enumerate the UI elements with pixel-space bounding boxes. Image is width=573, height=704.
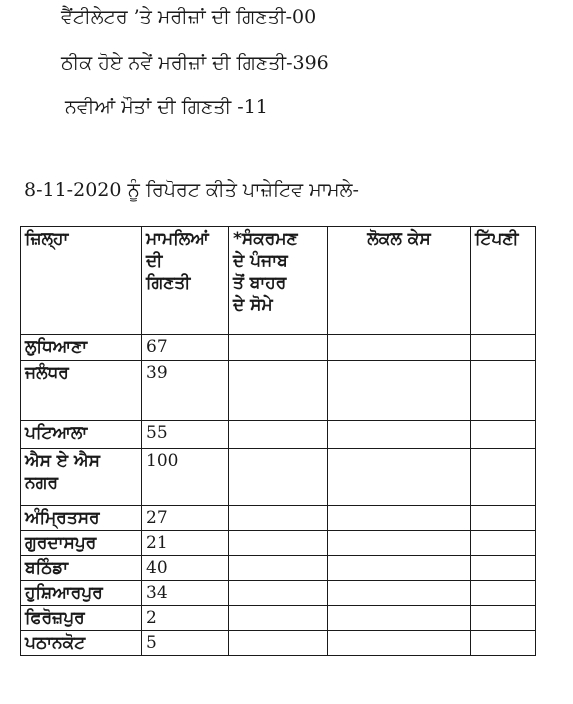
local-cell — [328, 631, 471, 656]
table-row — [21, 581, 536, 606]
header-source-line: ਦੇ ਸੋਮੇ — [233, 295, 273, 315]
table-row — [21, 506, 536, 531]
local-cell — [328, 531, 471, 556]
header-count-line: ਗਿਣਤੀ — [146, 273, 191, 293]
source-cell — [229, 631, 328, 656]
local-cell — [328, 506, 471, 531]
source-cell — [229, 581, 328, 606]
count-cell: 2 — [142, 606, 229, 631]
local-cell — [328, 556, 471, 581]
source-cell — [229, 531, 328, 556]
table-row — [21, 421, 536, 449]
source-cell — [229, 556, 328, 581]
table-row — [21, 361, 536, 421]
count-cell: 21 — [142, 531, 229, 556]
table-row — [21, 631, 536, 656]
count-cell: 39 — [142, 361, 229, 421]
district-cell: ਬਠਿੰਡਾ — [21, 556, 142, 581]
header-source — [229, 227, 328, 335]
report-title: 8-11-2020 ਨੂੰ ਰਿਪੋਰਟ ਕੀਤੇ ਪਾਜ਼ੇਟਿਵ ਮਾਮਲੇ- — [24, 179, 359, 201]
remarks-cell — [471, 506, 536, 531]
header-remarks: ਟਿੱਪਣੀ — [471, 227, 536, 335]
count-cell: 34 — [142, 581, 229, 606]
source-cell — [229, 506, 328, 531]
remarks-cell — [471, 361, 536, 421]
source-cell — [229, 449, 328, 506]
header-local-cases: ਲੋਕਲ ਕੇਸ — [328, 227, 471, 335]
local-cell — [328, 606, 471, 631]
local-cell — [328, 335, 471, 361]
district-cell: ਲੁਧਿਆਣਾ — [21, 335, 142, 361]
header-source-line: *ਸੰਕਰਮਣ — [233, 229, 298, 249]
district-cell: ਪਠਾਨਕੋਟ — [21, 631, 142, 656]
table-row — [21, 449, 536, 506]
table-row — [21, 335, 536, 361]
local-cell — [328, 581, 471, 606]
remarks-cell — [471, 606, 536, 631]
count-cell: 5 — [142, 631, 229, 656]
local-cell — [328, 361, 471, 421]
district-cell: ਜਲੰਧਰ — [21, 361, 142, 421]
count-cell: 67 — [142, 335, 229, 361]
deaths-count: ਨਵੀਆਂ ਮੌਤਾਂ ਦੀ ਗਿਣਤੀ -11 — [65, 96, 268, 118]
district-cell: ਹੁਸ਼ਿਆਰਪੁਰ — [21, 581, 142, 606]
header-source-line: ਤੋਂ ਬਾਹਰ — [233, 273, 287, 293]
source-cell — [229, 606, 328, 631]
remarks-cell — [471, 556, 536, 581]
recovered-count: ਠੀਕ ਹੋਏ ਨਵੇਂ ਮਰੀਜ਼ਾਂ ਦੀ ਗਿਣਤੀ-396 — [61, 52, 329, 74]
cases-table — [20, 226, 536, 656]
remarks-cell — [471, 581, 536, 606]
header-count-line: ਮਾਮਲਿਆਂ — [146, 229, 209, 249]
count-cell: 27 — [142, 506, 229, 531]
header-count — [142, 227, 229, 335]
remarks-cell — [471, 449, 536, 506]
source-cell — [229, 421, 328, 449]
count-cell: 100 — [142, 449, 229, 506]
local-cell — [328, 449, 471, 506]
district-cell: ਐਸ ਏ ਐਸ ਨਗਰ — [21, 449, 142, 506]
table-header-row — [21, 227, 536, 335]
source-cell — [229, 361, 328, 421]
header-district: ਜ਼ਿਲ੍ਹਾ — [21, 227, 142, 335]
header-source-line: ਦੇ ਪੰਜਾਬ — [233, 251, 288, 271]
remarks-cell — [471, 421, 536, 449]
district-cell: ਪਟਿਆਲਾ — [21, 421, 142, 449]
count-cell: 40 — [142, 556, 229, 581]
source-cell — [229, 335, 328, 361]
remarks-cell — [471, 631, 536, 656]
table-row — [21, 531, 536, 556]
table-row — [21, 556, 536, 581]
remarks-cell — [471, 531, 536, 556]
count-cell: 55 — [142, 421, 229, 449]
district-cell: ਅੰਮ੍ਰਿਤਸਰ — [21, 506, 142, 531]
district-cell: ਗੁਰਦਾਸਪੁਰ — [21, 531, 142, 556]
header-count-line: ਦੀ — [146, 251, 163, 271]
remarks-cell — [471, 335, 536, 361]
district-cell: ਫਿਰੋਜ਼ਪੁਰ — [21, 606, 142, 631]
local-cell — [328, 421, 471, 449]
ventilator-count: ਵੈਂਟੀਲੇਟਰ ’ਤੇ ਮਰੀਜ਼ਾਂ ਦੀ ਗਿਣਤੀ-00 — [61, 6, 317, 28]
table-row — [21, 606, 536, 631]
